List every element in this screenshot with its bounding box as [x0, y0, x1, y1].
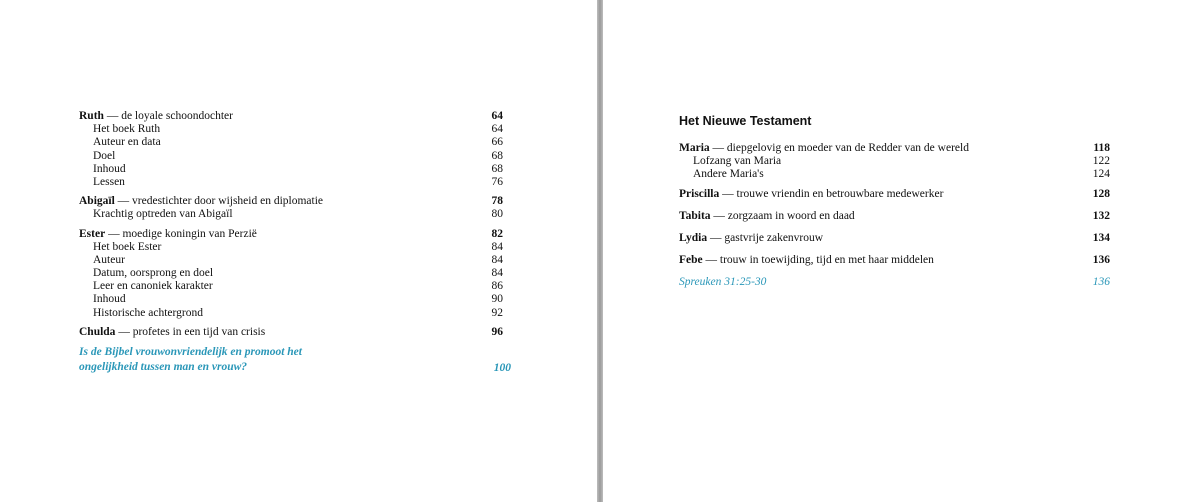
entry-page: 96 [491, 325, 503, 338]
entry-name: Ruth [79, 110, 104, 122]
toc-subentry[interactable] [79, 150, 503, 163]
toc-subentry[interactable] [79, 241, 503, 254]
entry-name: Abigaïl [79, 195, 115, 208]
toc-highlight-entry[interactable] [679, 276, 1110, 289]
entry-page: 134 [1092, 231, 1110, 244]
toc-left [79, 110, 511, 374]
subentry-page: 86 [491, 280, 503, 293]
subentry-page: 68 [491, 162, 503, 175]
entry-page: 118 [1093, 142, 1110, 154]
entry-page: 136 [1092, 254, 1110, 267]
entry-name: Priscilla [679, 187, 720, 200]
subentry-title: Inhoud [93, 293, 126, 306]
entry-subtitle: — de loyale schoondochter [106, 110, 233, 122]
subentry-title: Datum, oorsprong en doel [93, 267, 214, 280]
toc-subentry[interactable] [679, 155, 1110, 168]
entry-name: Maria [679, 142, 710, 154]
highlight-line-1: Is de Bijbel vrouwonvriendelijk en promoot het [79, 346, 302, 358]
subentry-page: 64 [491, 123, 503, 136]
subentry-title: Andere Maria's [693, 168, 764, 181]
subentry-page: 92 [491, 306, 503, 319]
subentry-page: 84 [491, 267, 503, 280]
toc-entry[interactable] [679, 188, 1110, 201]
subentry-page: 66 [491, 136, 503, 149]
toc-subentry[interactable] [79, 208, 503, 221]
entry-subtitle: — gastvrije zakenvrouw [710, 231, 824, 244]
entry-page: 64 [491, 110, 503, 122]
toc-group-chulda [79, 326, 503, 339]
toc-subentry[interactable] [79, 136, 503, 149]
toc-highlight-entry[interactable] [79, 345, 511, 374]
toc-subentry[interactable] [79, 267, 503, 280]
toc-entry[interactable] [79, 110, 503, 123]
subentry-title: Het boek Ester [93, 240, 162, 253]
toc-group-priscilla [679, 188, 1110, 201]
subentry-title: Auteur en data [93, 136, 161, 149]
subentry-page: 122 [1092, 155, 1110, 168]
subentry-page: 124 [1092, 168, 1110, 181]
subentry-page: 76 [491, 175, 503, 188]
entry-page: 132 [1092, 209, 1110, 222]
entry-name: Ester [79, 227, 106, 240]
toc-group-abigail [79, 195, 503, 221]
subentry-page: 84 [491, 253, 503, 266]
subentry-page: 90 [491, 293, 503, 306]
toc-subentry[interactable] [79, 293, 503, 306]
entry-subtitle: — moedige koningin van Perzië [108, 227, 257, 240]
toc-entry[interactable] [679, 210, 1110, 223]
toc-entry[interactable] [79, 326, 503, 339]
subentry-title: Het boek Ruth [93, 123, 161, 136]
entry-name: Febe [679, 254, 703, 267]
toc-group-lydia [679, 232, 1110, 245]
subentry-title: Krachtig optreden van Abigaïl [93, 208, 233, 221]
toc-subentry[interactable] [79, 280, 503, 293]
section-title: Het Nieuwe Testament [679, 114, 812, 128]
entry-subtitle: — vredestichter door wijsheid en diplomatie [117, 195, 324, 208]
entry-name: Tabita [679, 209, 711, 222]
subentry-title: Historische achtergrond [93, 306, 203, 319]
toc-group-ester [79, 228, 503, 320]
entry-name: Lydia [679, 231, 708, 244]
toc-entry[interactable] [679, 232, 1110, 245]
toc-entry[interactable] [679, 142, 1110, 155]
toc-group-tabita [679, 210, 1110, 223]
toc-subentry[interactable] [79, 163, 503, 176]
entry-subtitle: — trouwe vriendin en betrouwbare medewerker [722, 187, 944, 200]
subentry-title: Lofzang van Maria [693, 155, 782, 168]
toc-subentry[interactable] [79, 254, 503, 267]
subentry-title: Auteur [93, 253, 125, 266]
subentry-page: 68 [491, 149, 503, 162]
entry-page: 78 [491, 195, 503, 208]
entry-name: Chulda [79, 325, 116, 338]
toc-subentry[interactable] [679, 168, 1110, 181]
subentry-title: Inhoud [93, 162, 126, 175]
subentry-title: Doel [93, 149, 116, 162]
highlight-title: Spreuken 31:25-30 [679, 276, 767, 289]
subentry-title: Lessen [93, 175, 125, 188]
entry-subtitle: — trouw in toewijding, tijd en met haar middelen [705, 254, 934, 267]
highlight-page: 136 [1092, 276, 1110, 289]
highlight-page: 100 [493, 362, 511, 374]
toc-subentry[interactable] [79, 123, 503, 136]
toc-group-ruth [79, 110, 503, 189]
entry-page: 82 [491, 227, 503, 240]
toc-subentry[interactable] [79, 307, 503, 320]
subentry-page: 84 [491, 240, 503, 253]
entry-subtitle: — zorgzaam in woord en daad [713, 209, 855, 222]
highlight-line-2: ongelijkheid tussen man en vrouw? [79, 360, 248, 373]
toc-group-maria [679, 142, 1110, 182]
subentry-page: 80 [491, 208, 503, 221]
toc-group-febe [679, 254, 1110, 267]
entry-page: 128 [1092, 187, 1110, 200]
toc-entry[interactable] [679, 254, 1110, 267]
toc-right [679, 110, 1110, 290]
entry-subtitle: — profetes in een tijd van crisis [118, 325, 266, 338]
subentry-title: Leer en canoniek karakter [93, 280, 213, 293]
toc-subentry[interactable] [79, 176, 503, 189]
toc-entry[interactable] [79, 195, 503, 208]
entry-subtitle: — diepgelovig en moeder van de Redder van de wereld [712, 142, 969, 154]
toc-entry[interactable] [79, 228, 503, 241]
